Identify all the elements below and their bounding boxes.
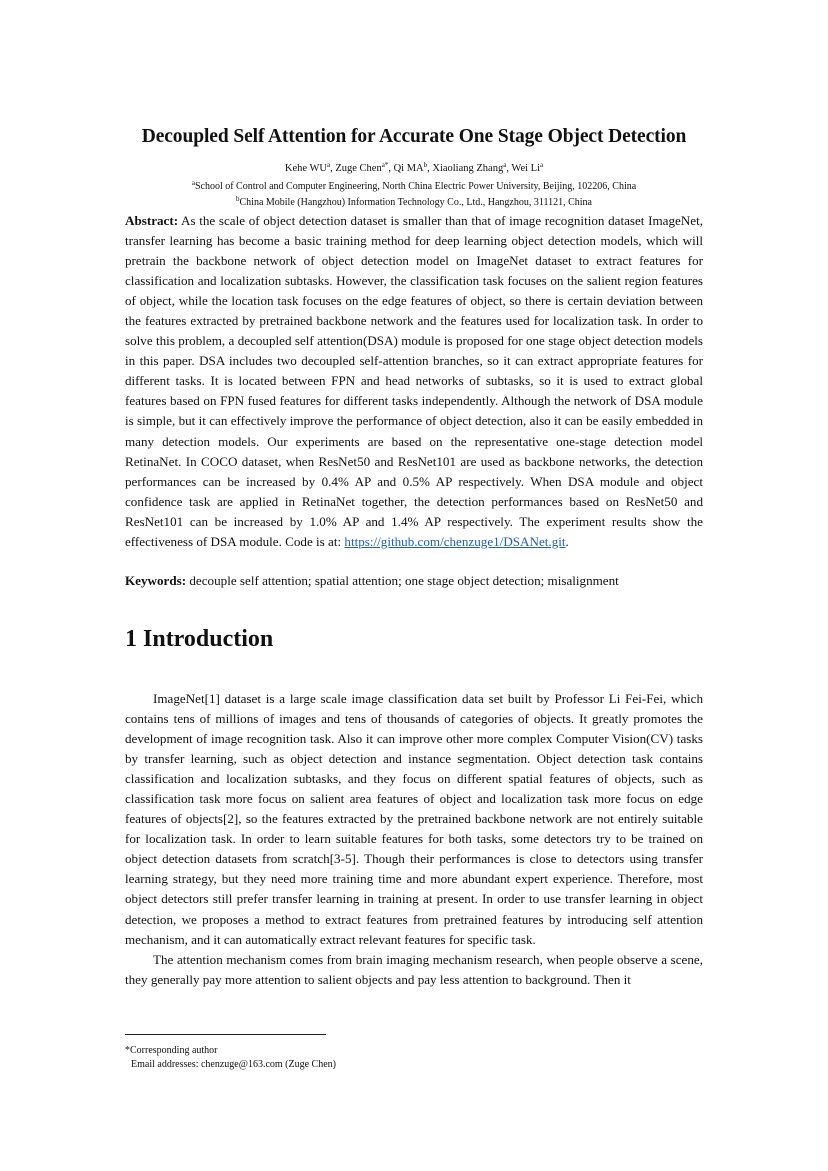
footnote-email: Email addresses: chenzuge@163.com (Zuge Chen) [131,1059,336,1070]
introduction-body [125,689,703,990]
code-link[interactable]: https://github.com/chenzuge1/DSANet.git [344,533,566,549]
author-name: Xiaoliang Zhang [432,163,504,174]
abstract-text: As the scale of object detection dataset is smaller than that of image recognition dataset ImageNet, transfer learning has become a basic training method for deep learning object detection models, which will pretrain the backbone network of object detection model on ImageNet dataset to extract features for classification and localization subtasks. However, the classification task focuses on the salient region features of object, while the location task focuses on the edge features of object, so there is certain deviation between the features extracted by pretrained backbone network and the features used for localization task. In order to solve this problem, a decoupled self attention(DSA) module is proposed for one stage object detection models in this paper. DSA includes two decoupled self-attention branches, so it can extract appropriate features for different tasks. It is located between FPN and head networks of subtasks, so it is used to extract global features based on FPN fused features for different tasks independently. Although the network of DSA module is simple, but it can effectively improve the performance of object detection, also it can be easily embedded in many detection models. Our experiments are based on the representative one-stage detection model RetinaNet. In COCO dataset, when ResNet50 and ResNet101 are used as backbone networks, the detection performances can be increased by 0.4% AP and 0.5% AP respectively. When DSA module and object confidence task are applied in RetinaNet together, the detection performances based on ResNet50 and ResNet101 can be increased by 1.0% AP and 1.4% AP respectively. The experiment results show the effectiveness of DSA module. Code is at: [125,213,703,549]
author-affiliation-marker: b [423,161,428,169]
author-list: Kehe $WU^a$, Zuge Chen$^{a*}$, Qi $MA^b$, Xiaoliang Zhang$^a$, Wei Li$^a$ [284,161,544,174]
keywords [125,571,703,591]
author-name: Kehe WU [284,163,327,174]
abstract-label: Abstract: [125,213,179,228]
paper-title: Decoupled Self Attention for Accurate One Stage Object Detection [141,126,687,147]
keywords-text: decouple self attention; spatial attention; one stage object detection; misalignment [186,573,619,588]
footnote-corresponding: *Corresponding author [125,1045,218,1056]
author-affiliation-marker: a [540,161,544,169]
intro-paragraph: ImageNet[1] dataset is a large scale image classification data set built by Professor Li Fei-Fei, which contains tens of millions of images and tens of thousands of categories of objects. It greatly promotes the development of image recognition task. Also it can improve other more complex Computer Vision(CV) tasks by transfer learning, such as object detection and instance segmentation. Object detection task contains classification and localization subtasks, and they focus on different spatial features of objects, such as classification task more focus on salient area features of object and localization task more focus on edge features of objects[2], so the features extracted by the pretrained backbone network are not entirely suitable for localization task. In order to learn suitable features for both tasks, some detectors try to be trained on object detection datasets from scratch[3-5]. Though their performances is close to detectors using transfer learning strategy, but they need more training time and more abundant expert experience. Therefore, most object detectors still prefer transfer learning in training at present. In order to use transfer learning in object detection, we proposes a method to extract features from pretrained features by introducing self attention mechanism, and it can automatically extract relevant features for specific task. [125,691,703,947]
abstract-end: . [565,533,569,549]
keywords-label: Keywords: [125,573,187,588]
abstract [125,211,703,552]
author-affiliation-marker: a [503,161,507,169]
author-affiliation-marker: a* [381,161,389,169]
affiliation-marker: a [191,179,195,187]
footnote-divider [125,1034,326,1035]
affiliation-marker: b [236,195,240,203]
affiliation-text: China Mobile (Hangzhou) Information Technology Co., Ltd., Hangzhou, 311121, China [239,197,592,208]
section-heading: 1 Introduction [125,626,274,652]
author-name: Zuge Chen [335,163,382,174]
author-affiliation-marker: a [326,161,331,169]
intro-paragraph: The attention mechanism comes from brain imaging mechanism research, when people observe a scene, they generally pay more attention to salient objects and pay less attention to background. Then it [125,951,703,987]
affiliation-a [0,181,828,192]
author-name: Qi MA [393,163,424,174]
author-name: Wei Li [511,163,540,174]
affiliation-b [0,197,828,208]
affiliation-text: School of Control and Computer Engineering, North China Electric Power University, Beijing, 102206, China [194,181,637,192]
